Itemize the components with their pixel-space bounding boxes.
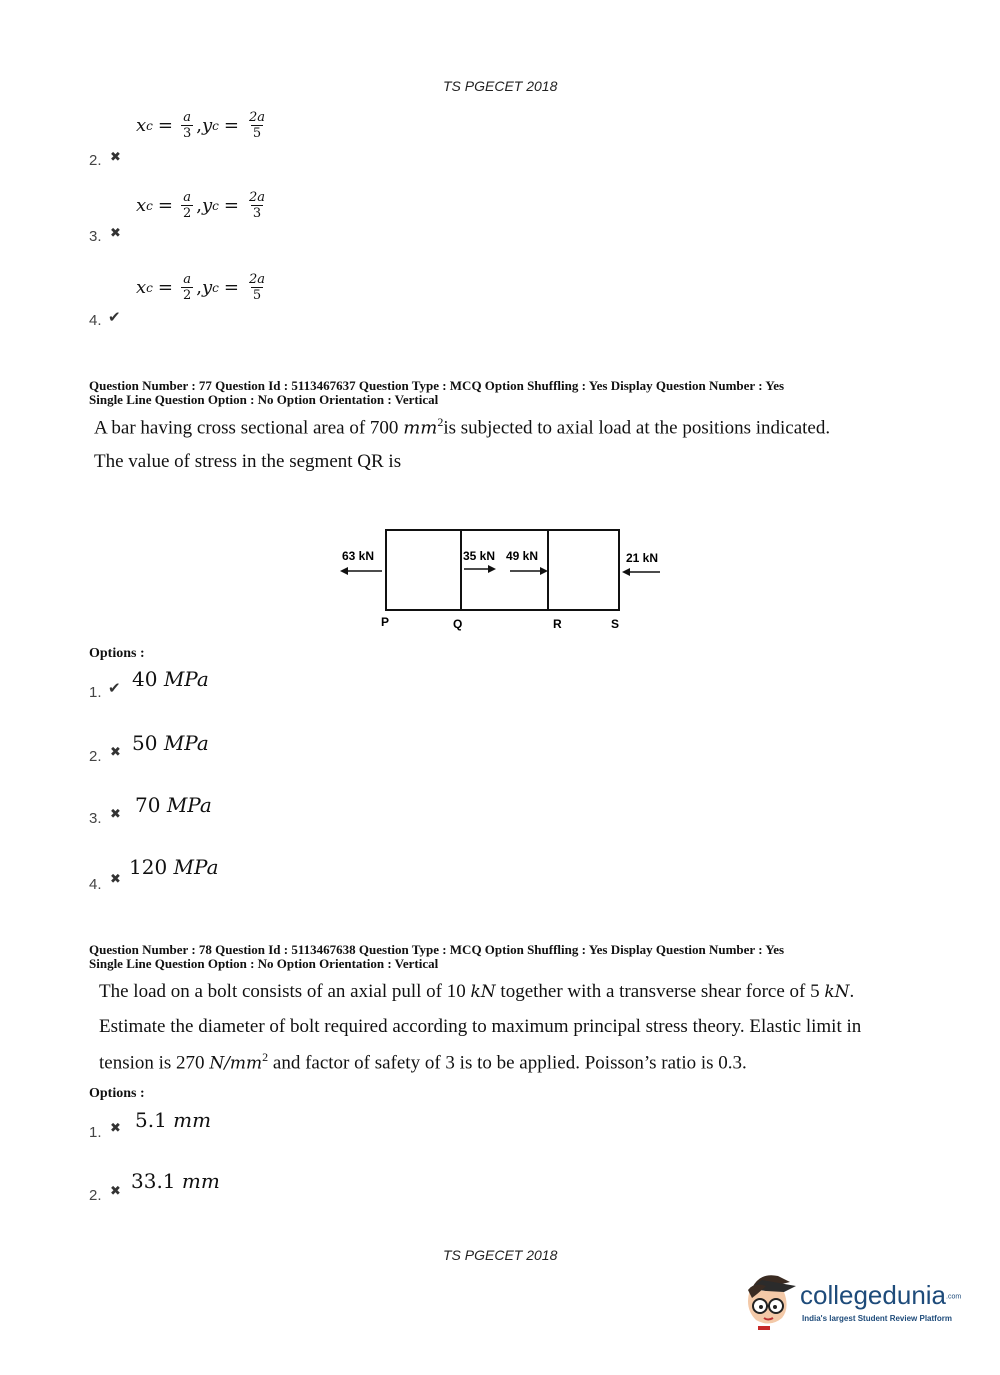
page-header: TS PGECET 2018 [443, 78, 558, 94]
brand-suffix: .com [946, 1293, 962, 1301]
q78-meta-line1: Question Number : 78 Question Id : 5113467638 Question Type : MCQ Option Shuffling : Yes Display Question Number : Yes [89, 942, 785, 957]
arrow-right-icon [510, 567, 548, 575]
arrow-right-icon [464, 565, 496, 573]
load-p-label: 63 kN [342, 549, 375, 563]
cross-icon: ✖ [110, 1121, 121, 1136]
q77-option-4-number: 4. [89, 876, 102, 893]
prev-option-2-number: 2. [89, 152, 102, 169]
check-icon: ✔ [108, 679, 121, 697]
arrow-left-icon [622, 568, 660, 576]
cross-icon: ✖ [110, 745, 121, 760]
q77-meta-line1: Question Number : 77 Question Id : 5113467637 Question Type : MCQ Option Shuffling : Yes Display Question Number : Yes [89, 378, 785, 393]
page-footer: TS PGECET 2018 [443, 1247, 558, 1263]
point-s-label: S [611, 617, 620, 631]
prev-option-4-formula: x c = $\frac{a}{2}$ , y c = $\frac{2a}{5}$ [136, 272, 266, 303]
prev-option-2-formula: x c = $\frac{a}{3}$ , y c = $\frac{2a}{5}$ [136, 110, 266, 141]
q77-option-3-text: 70 MPa [135, 793, 212, 817]
q78-text-line3: tension is 270 $N/mm^2$ and factor of safety of 3 is to be applied. Poisson’s ratio is 0.3. [99, 1050, 747, 1074]
check-icon: ✔ [108, 308, 121, 326]
q77-meta-line2: Single Line Question Option : No Option Orientation : Vertical [89, 392, 439, 407]
brand-tagline: India's largest Student Review Platform [802, 1314, 952, 1323]
cross-icon: ✖ [110, 150, 121, 165]
load-s-label: 21 kN [626, 551, 659, 565]
q78-option-2-text: 33.1 mm [131, 1169, 220, 1193]
q77-option-4-text: 120 MPa [129, 855, 219, 879]
arrow-left-icon [340, 567, 382, 575]
q78-text-line2: Estimate the diameter of bolt required according to maximum principal stress theory. Elastic limit in [99, 1016, 862, 1037]
q77-option-1-text: 40 MPa [132, 667, 209, 691]
q78-text-line1: The load on a bolt consists of an axial pull of 10 kN together with a transverse shear force of 5 kN. [99, 981, 855, 1002]
prev-option-3-formula: x c = $\frac{a}{2}$ , y c = $\frac{2a}{3}$ [136, 190, 266, 221]
q78-option-1-number: 1. [89, 1124, 102, 1141]
bar-outline [386, 530, 619, 610]
point-r-label: R [553, 617, 562, 631]
q78-option-2-number: 2. [89, 1187, 102, 1204]
cross-icon: ✖ [110, 872, 121, 887]
prev-option-4-number: 4. [89, 312, 102, 329]
mascot-icon [740, 1268, 800, 1338]
q77-options-label: Options : [89, 646, 145, 661]
q77-option-2-number: 2. [89, 748, 102, 765]
prev-option-3-number: 3. [89, 228, 102, 245]
q77-option-1-number: 1. [89, 684, 102, 701]
q77-option-2-text: 50 MPa [132, 731, 209, 755]
cross-icon: ✖ [110, 1184, 121, 1199]
collegedunia-logo[interactable] [740, 1268, 970, 1338]
point-q-label: Q [453, 617, 463, 631]
q78-option-1-text: 5.1 mm [135, 1108, 212, 1132]
cross-icon: ✖ [110, 807, 121, 822]
axial-load-bar-diagram [330, 520, 680, 635]
q78-options-label: Options : [89, 1086, 145, 1101]
load-q-label: 35 kN [463, 549, 496, 563]
load-r-label: 49 kN [506, 549, 539, 563]
point-p-label: P [381, 615, 390, 629]
brand-name: collegedunia.com [800, 1280, 962, 1310]
q78-meta-line2: Single Line Question Option : No Option Orientation : Vertical [89, 956, 439, 971]
q77-option-3-number: 3. [89, 810, 102, 827]
q77-text-line2: The value of stress in the segment QR is [94, 451, 402, 472]
cross-icon: ✖ [110, 226, 121, 241]
q77-text-line1: A bar having cross sectional area of 700 $mm^2is$ subjected to axial load at the positions indicated. [94, 415, 831, 439]
